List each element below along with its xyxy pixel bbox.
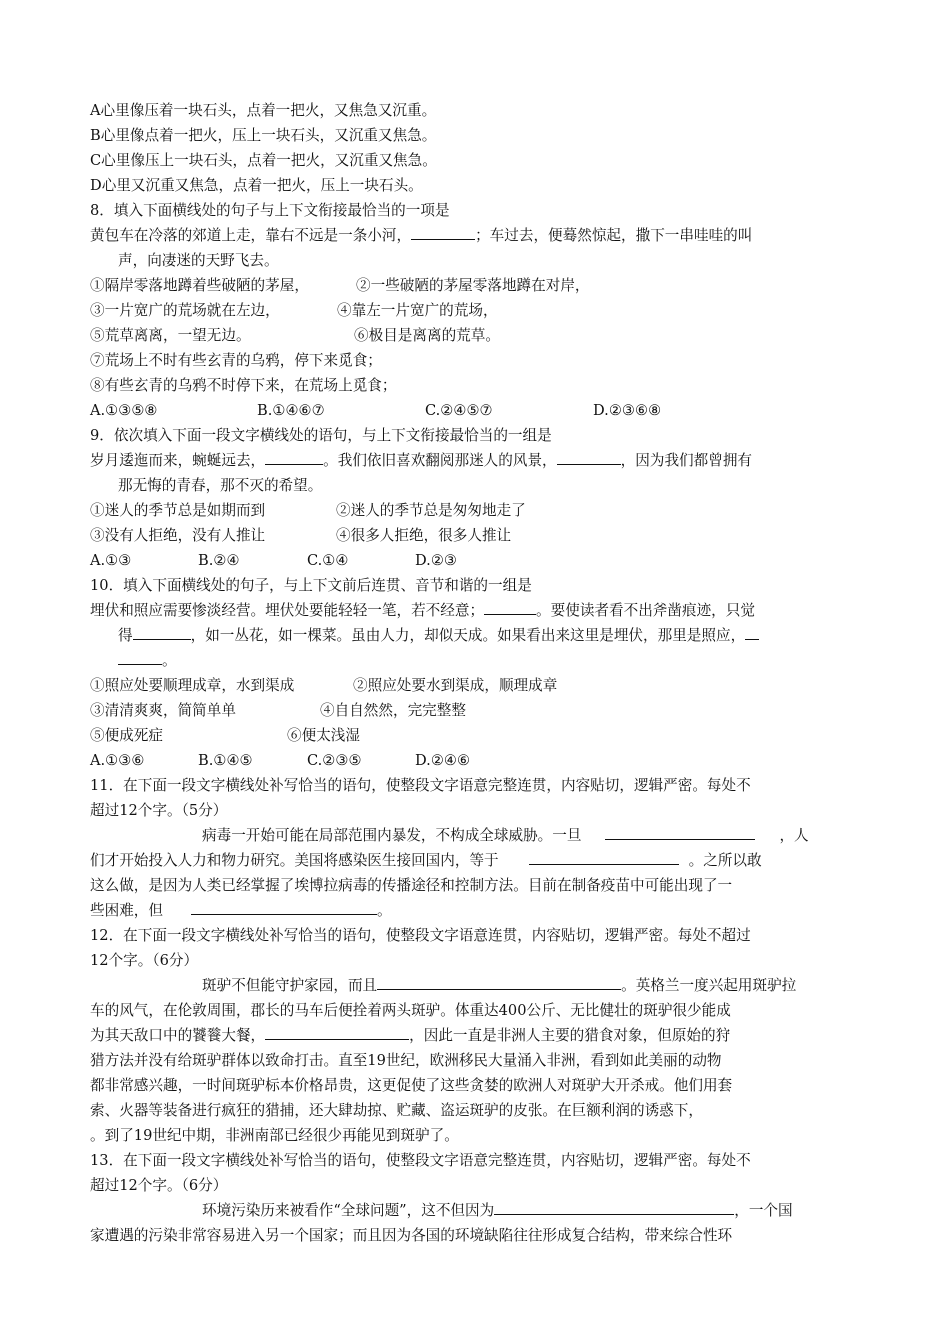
q10-item-3: ③清清爽爽，简简单单 <box>90 702 236 719</box>
q9-item-row <box>90 524 512 548</box>
q11-text: ，人 <box>779 827 809 844</box>
q11-text: 。之所以敢 <box>688 852 762 869</box>
q8-passage-line1 <box>90 224 752 248</box>
q11-blank-1 <box>605 825 755 840</box>
q8-item-8: ⑧有些玄青的乌鸦不时停下来，在荒场上觅食； <box>90 377 397 394</box>
q13-text: ，一个国 <box>734 1202 793 1219</box>
q10-item-row <box>90 674 558 698</box>
q9-blank-2 <box>557 450 621 465</box>
q9-passage-text-b: 。我们依旧喜欢翻阅那迷人的风景， <box>323 452 557 469</box>
q7-option-b: B心里像点着一把火，压上一块石头，又沉重又焦急。 <box>90 127 437 144</box>
q11-stem-line2: 超过12个字。（5分） <box>90 802 228 819</box>
q8-passage-line2: 声，向凄迷的天野飞去。 <box>118 252 279 269</box>
q7-option-d: D心里又沉重又焦急，点着一把火，压上一块石头。 <box>90 177 423 194</box>
q10-choice-a: A.①③⑥ <box>90 752 145 769</box>
q8-passage-text-a: 黄包车在冷落的郊道上走，靠右不远是一条小河， <box>90 227 412 244</box>
q9-item-3: ③没有人拒绝，没有人推让 <box>90 527 266 544</box>
q7-option-a: A心里像压着一块石头，点着一把火，又焦急又沉重。 <box>90 102 437 119</box>
q10-item-2: ②照应处要水到渠成，顺理成章 <box>353 677 558 694</box>
q10-stem: 10．填入下面横线处的句子，与上下文前后连贯、音节和谐的一组是 <box>90 577 532 594</box>
q9-item-1: ①迷人的季节总是如期而到 <box>90 502 266 519</box>
q11-passage-line2 <box>90 849 762 873</box>
q10-passage-line3 <box>118 649 177 673</box>
q10-blank-3a <box>745 625 759 640</box>
q9-item-2: ②迷人的季节总是匆匆地走了 <box>336 502 526 519</box>
q8-choices <box>90 399 662 423</box>
q9-stem: 9．依次填入下面一段文字横线处的语句，与上下文衔接最恰当的一组是 <box>90 427 552 444</box>
q10-item-1: ①照应处要顺理成章，水到渠成 <box>90 677 295 694</box>
q9-choice-d: D.②③ <box>415 552 457 569</box>
q12-passage-line3 <box>90 1024 730 1048</box>
q12-text: 。英格兰一度兴起用斑驴拉 <box>621 977 797 994</box>
q13-text: 环境污染历来被看作“全球问题”，这不但因为 <box>202 1202 495 1219</box>
q10-choice-b: B.①④⑤ <box>198 752 253 769</box>
q10-passage-line1 <box>90 599 755 623</box>
q13-passage-line2: 家遭遇的污染非常容易进入另一个国家；而且因为各国的环境缺陷往往形成复合结构，带来综合性环 <box>90 1227 733 1244</box>
q8-choice-a: A.①③⑤⑧ <box>90 402 158 419</box>
q13-stem-line2: 超过12个字。（6分） <box>90 1177 228 1194</box>
q8-item-6: ⑥极目是离离的荒草。 <box>354 327 500 344</box>
q12-passage-line2: 车的风气，在伦敦周围，郡长的马车后便拴着两头斑驴。体重达400公斤、无比健壮的斑驴很少能成 <box>90 1002 731 1019</box>
q11-passage-line3: 这么做，是因为人类已经掌握了埃博拉病毒的传播途径和控制方法。目前在制备疫苗中可能出现了一 <box>90 877 733 894</box>
q9-passage-text-c: ，因为我们都曾拥有 <box>620 452 753 469</box>
q9-item-4: ④很多人拒绝，很多人推让 <box>336 527 512 544</box>
q10-blank-2 <box>133 625 191 640</box>
q11-blank-3 <box>191 900 377 915</box>
q8-stem: 8．填入下面横线处的句子与上下文衔接最恰当的一项是 <box>90 202 450 219</box>
q11-text: 病毒一开始可能在局部范围内暴发，不构成全球威胁。一旦 <box>202 827 582 844</box>
q10-choice-d: D.②④⑥ <box>415 752 471 769</box>
q8-choice-c: C.②④⑤⑦ <box>425 402 493 419</box>
q12-blank-2 <box>265 1025 409 1040</box>
q9-item-row <box>90 499 526 523</box>
q8-item-row <box>90 274 590 298</box>
q12-stem-line1: 12．在下面一段文字横线处补写恰当的语句，使整段文字语意连贯，内容贴切，逻辑严密。每处不超过 <box>90 927 751 944</box>
q13-stem-line1: 13．在下面一段文字横线处补写恰当的语句，使整段文字语意完整连贯，内容贴切，逻辑严密。每处不 <box>90 1152 751 1169</box>
q9-choice-c: C.①④ <box>307 552 349 569</box>
q10-blank-3b <box>118 650 162 665</box>
q9-blank-1 <box>265 450 323 465</box>
q12-passage-line6: 索、火器等装备进行疯狂的猎捕，还大肆劫掠、贮藏、盗运斑驴的皮张。在巨额利润的诱惑下， <box>90 1102 703 1119</box>
q11-stem-line1: 11．在下面一段文字横线处补写恰当的语句，使整段文字语意完整连贯，内容贴切，逻辑严密。每处不 <box>90 777 751 794</box>
q9-passage-line1 <box>90 449 752 473</box>
q12-text: 斑驴不但能守护家园，而且 <box>202 977 378 994</box>
q12-passage-line7: 。到了19世纪中期，非洲南部已经很少再能见到斑驴了。 <box>90 1127 459 1144</box>
q10-item-6: ⑥便太浅湿 <box>287 727 360 744</box>
q9-choice-b: B.②④ <box>198 552 240 569</box>
q10-passage-text-d: ，如一丛花，如一棵菜。虽由人力，却似天成。如果看出来这里是埋伏，那里是照应， <box>190 627 746 644</box>
q8-item-5: ⑤荒草离离，一望无边。 <box>90 327 251 344</box>
q9-passage-text-a: 岁月逶迤而来，蜿蜒远去， <box>90 452 266 469</box>
q12-text: ，因此一直是非洲人主要的猎食对象，但原始的狩 <box>409 1027 731 1044</box>
q10-blank-1 <box>484 600 536 615</box>
q10-choices <box>90 749 471 773</box>
q8-item-row <box>90 324 500 348</box>
q8-item-row <box>90 299 498 323</box>
q10-item-row <box>90 724 360 748</box>
q8-blank <box>411 225 475 240</box>
q8-item-2: ②一些破陋的茅屋零落地蹲在对岸， <box>356 277 590 294</box>
q10-passage-text-b: 。要使读者看不出斧凿痕迹，只觉 <box>536 602 755 619</box>
q9-choices <box>90 549 457 573</box>
q12-passage-line1 <box>202 974 796 998</box>
q11-passage-line1 <box>202 824 809 848</box>
q8-item-4: ④靠左一片宽广的荒场， <box>337 302 498 319</box>
q8-item-1: ①隔岸零落地蹲着些破陋的茅屋， <box>90 277 309 294</box>
q10-item-4: ④自自然然，完完整整 <box>320 702 466 719</box>
q8-passage-text-b: ；车过去，便蓦然惊起，撒下一串哇哇的叫 <box>475 227 753 244</box>
q8-item-7: ⑦荒场上不时有些玄青的乌鸦，停下来觅食； <box>90 352 382 369</box>
q12-stem-line2: 12个字。（6分） <box>90 952 199 969</box>
q11-passage-line4 <box>90 899 392 923</box>
q10-choice-c: C.②③⑤ <box>307 752 362 769</box>
q7-option-c: C心里像压上一块石头，点着一把火，又沉重又焦急。 <box>90 152 437 169</box>
q13-passage-line1 <box>202 1199 793 1223</box>
q8-item-3: ③一片宽广的荒场就在左边， <box>90 302 280 319</box>
q8-choice-d: D.②③⑥⑧ <box>593 402 662 419</box>
q11-blank-2 <box>529 850 679 865</box>
q11-text: 些困难，但 <box>90 902 163 919</box>
q10-item-row <box>90 699 466 723</box>
q11-text: 们才开始投入人力和物力研究。美国将感染医生接回国内，等于 <box>90 852 499 869</box>
q9-passage-line2: 那无悔的青春，那不灭的希望。 <box>118 477 323 494</box>
q11-text: 。 <box>376 902 392 919</box>
q10-passage-line2 <box>118 624 759 648</box>
q10-passage-text-c: 得 <box>118 627 133 644</box>
q10-passage-text-e: 。 <box>162 652 177 669</box>
q10-item-5: ⑤便成死症 <box>90 727 163 744</box>
q12-passage-line5: 都非常感兴趣，一时间斑驴标本价格昂贵，这更促使了这些贪婪的欧洲人对斑驴大开杀戒。他们用套 <box>90 1077 733 1094</box>
q12-blank-1 <box>377 975 621 990</box>
q9-choice-a: A.①③ <box>90 552 132 569</box>
q13-blank-1 <box>494 1200 734 1215</box>
q12-passage-line4: 猎方法并没有给斑驴群体以致命打击。直至19世纪，欧洲移民大量涌入非洲，看到如此美丽的动物 <box>90 1052 722 1069</box>
q12-text: 为其天敌口中的饕餮大餐， <box>90 1027 266 1044</box>
q8-choice-b: B.①④⑥⑦ <box>257 402 325 419</box>
q10-passage-text-a: 埋伏和照应需要惨淡经营。埋伏处要能轻轻一笔，若不经意； <box>90 602 485 619</box>
